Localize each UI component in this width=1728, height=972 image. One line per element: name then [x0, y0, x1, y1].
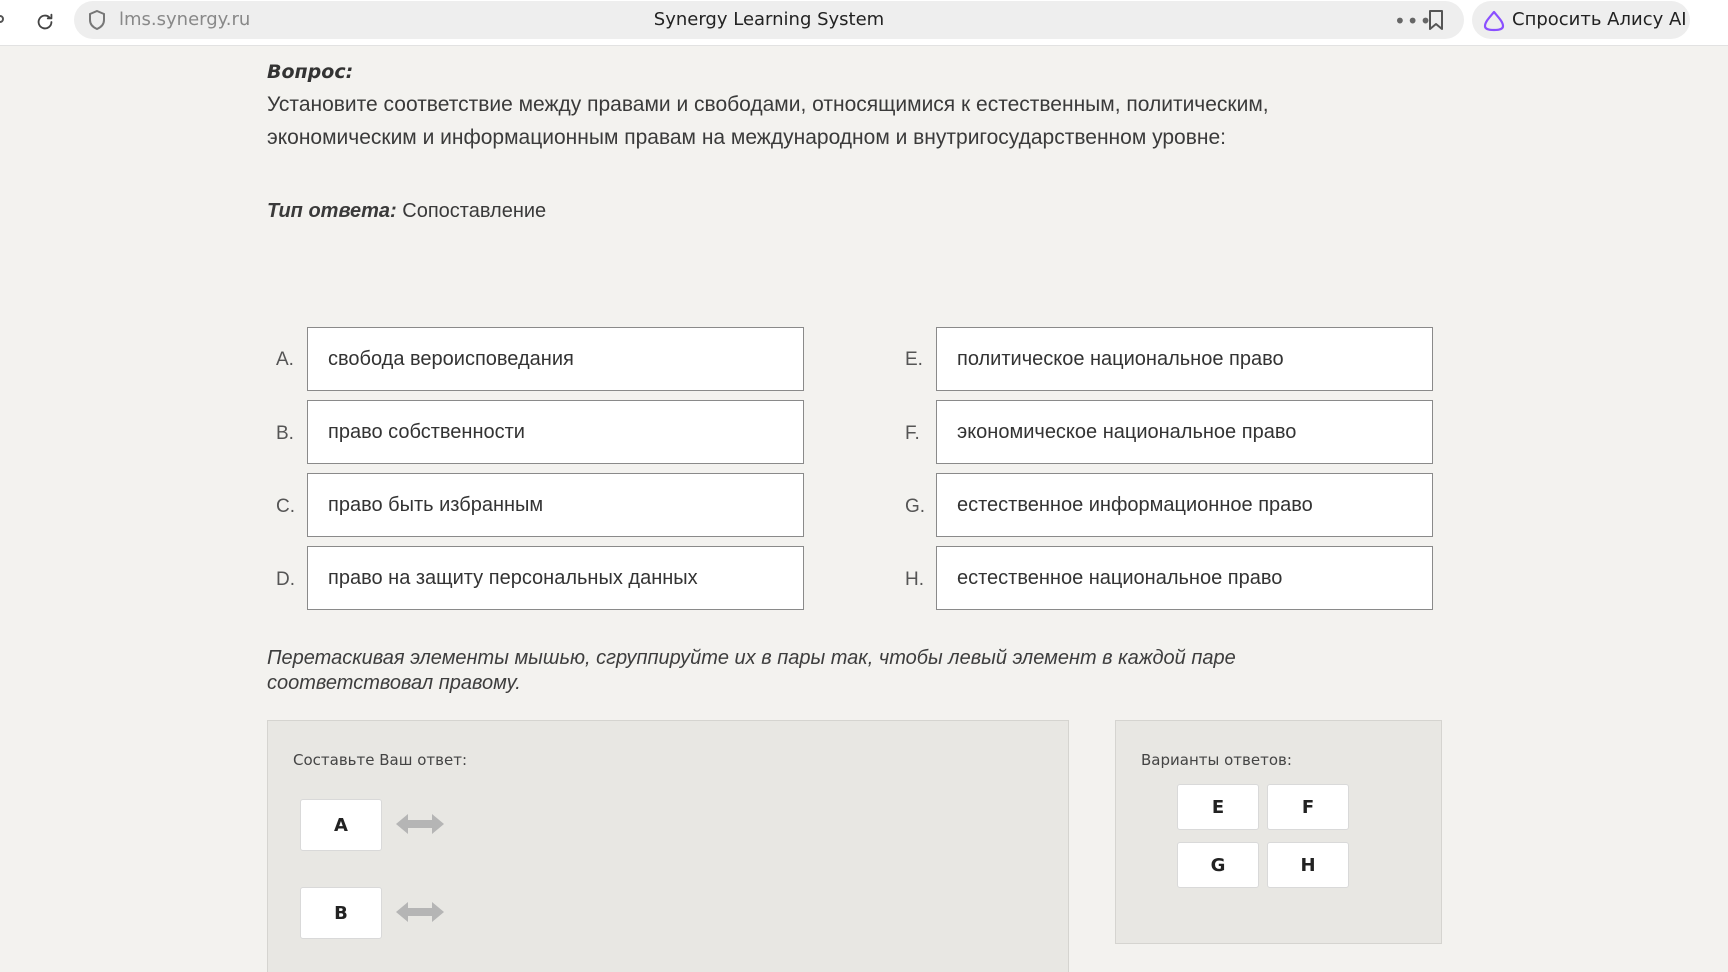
answer-options-panel [1115, 720, 1442, 944]
item-letter-e: E. [905, 349, 923, 370]
option-card-f[interactable]: F [1267, 784, 1349, 830]
question-text: Установите соответствие между правами и свободами, относящимися к естественным, политическим, экономическим и информационным правам на международном и внутригосударственном уровне: [267, 93, 1269, 149]
address-bar[interactable] [74, 1, 1464, 39]
double-arrow-icon [394, 811, 446, 837]
more-icon[interactable]: ••• [1394, 9, 1433, 33]
reload-icon [34, 11, 56, 33]
option-card-h[interactable]: H [1267, 842, 1349, 888]
left-item-c[interactable]: право быть избранным [307, 473, 804, 537]
ask-alice-label: Спросить Алису AI [1512, 9, 1687, 30]
item-letter-h: H. [905, 569, 924, 590]
reload-button[interactable] [30, 7, 60, 37]
item-letter-a: A. [276, 349, 294, 370]
url-text: lms.synergy.ru [119, 9, 251, 30]
ask-alice-button[interactable] [1472, 1, 1690, 39]
item-letter-f: F. [905, 423, 920, 444]
instruction-text: Перетаскивая элементы мышью, сгруппируйте их в пары так, чтобы левый элемент в каждой паре соответствовал правому. [267, 647, 1236, 694]
option-card-e[interactable]: E [1177, 784, 1259, 830]
answer-type-value: Сопоставление [402, 200, 547, 222]
answer-type [267, 200, 546, 223]
option-card-g[interactable]: G [1177, 842, 1259, 888]
left-item-a[interactable]: свобода вероисповедания [307, 327, 804, 391]
right-item-e[interactable]: политическое национальное право [936, 327, 1433, 391]
right-item-g[interactable]: естественное информационное право [936, 473, 1433, 537]
item-letter-b: B. [276, 423, 294, 444]
answer-panel-label: Составьте Ваш ответ: [293, 751, 467, 769]
double-arrow-icon [394, 899, 446, 925]
page-title: Synergy Learning System [653, 9, 885, 30]
answer-type-label: Тип ответа: [267, 200, 397, 222]
right-item-f[interactable]: экономическое национальное право [936, 400, 1433, 464]
answer-slot-b[interactable]: B [300, 887, 382, 939]
partial-icon [0, 15, 4, 23]
right-item-h[interactable]: естественное национальное право [936, 546, 1433, 610]
item-letter-d: D. [276, 569, 295, 590]
question-label: Вопрос: [267, 61, 354, 83]
alice-icon [1482, 9, 1506, 33]
item-letter-c: C. [276, 496, 295, 517]
item-letter-g: G. [905, 496, 926, 517]
browser-toolbar [0, 0, 1728, 46]
answer-slot-a[interactable]: A [300, 799, 382, 851]
left-item-d[interactable]: право на защиту персональных данных [307, 546, 804, 610]
options-panel-label: Варианты ответов: [1141, 751, 1292, 769]
bookmark-icon[interactable] [1428, 10, 1444, 30]
left-item-b[interactable]: право собственности [307, 400, 804, 464]
answer-drop-zone[interactable] [267, 720, 1069, 972]
